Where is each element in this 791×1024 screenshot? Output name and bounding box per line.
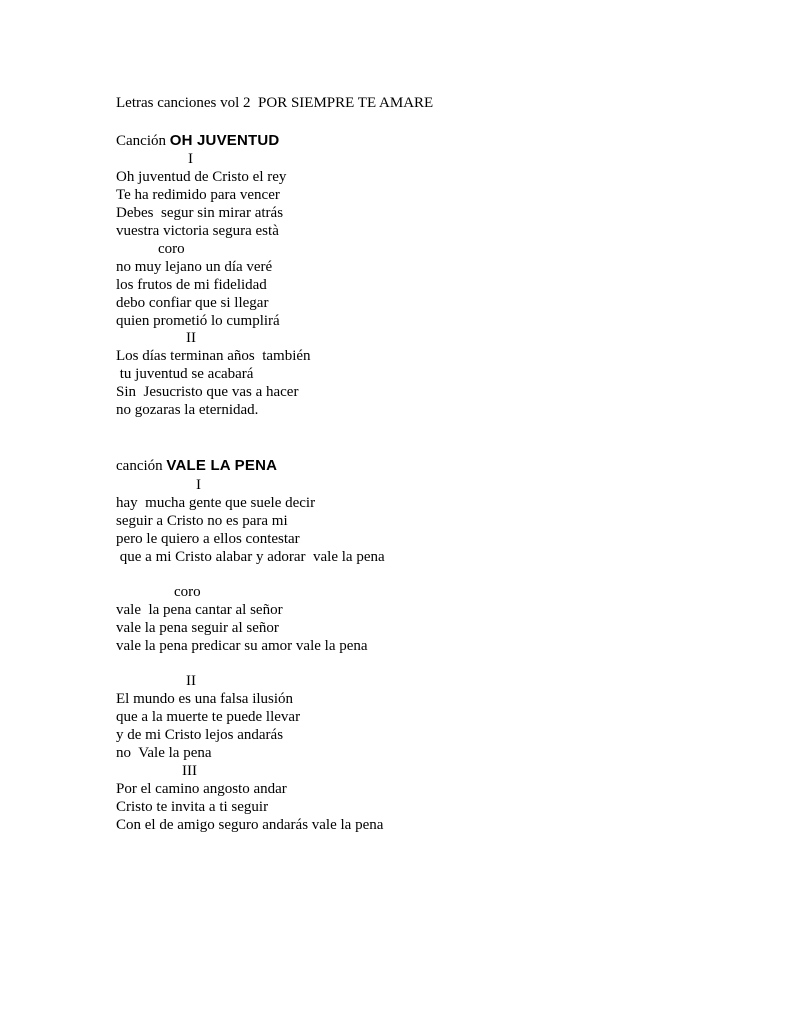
- song-title-prefix: canción: [116, 458, 167, 474]
- lyric-line: no gozaras la eternidad.: [116, 402, 259, 418]
- lyric-line: los frutos de mi fidelidad: [116, 277, 267, 293]
- lyric-line: Por el camino angosto andar: [116, 781, 287, 797]
- lyric-line: Debes segur sin mirar atrás: [116, 205, 284, 221]
- lyric-line: seguir a Cristo no es para mi: [116, 513, 288, 529]
- lyric-line: vuestra victoria segura està: [116, 223, 279, 239]
- lyric-line: no Vale la pena: [116, 745, 212, 761]
- lyric-line: Con el de amigo seguro andarás vale la pena: [116, 817, 384, 833]
- song-title: OH JUVENTUD: [169, 132, 280, 149]
- song-title: VALE LA PENA: [166, 457, 278, 474]
- lyric-line: que a la muerte te puede llevar: [116, 709, 301, 725]
- lyric-line: El mundo es una falsa ilusión: [116, 691, 294, 707]
- lyric-line: Te ha redimido para vencer: [116, 187, 280, 203]
- lyric-line: Sin Jesucristo que vas a hacer: [116, 384, 299, 400]
- lyric-line: y de mi Cristo lejos andarás: [116, 727, 284, 743]
- verse-marker: I: [196, 477, 201, 493]
- lyric-line: que a mi Cristo alabar y adorar vale la pena: [116, 549, 385, 565]
- document-header: Letras canciones vol 2 POR SIEMPRE TE AMARE: [116, 95, 434, 111]
- lyric-line: vale la pena cantar al señor: [116, 602, 283, 618]
- chorus-marker: coro: [158, 241, 185, 257]
- lyric-line: debo confiar que si llegar: [116, 295, 269, 311]
- lyric-line: no muy lejano un día veré: [116, 259, 273, 275]
- lyric-line: Cristo te invita a ti seguir: [116, 799, 269, 815]
- verse-marker: II: [186, 330, 196, 346]
- lyric-line: vale la pena seguir al señor: [116, 620, 279, 636]
- lyric-line: pero le quiero a ellos contestar: [116, 531, 300, 547]
- verse-marker: III: [182, 763, 197, 779]
- song-title-line: [116, 132, 279, 150]
- lyric-line: Oh juventud de Cristo el rey: [116, 169, 287, 185]
- song-title-prefix: Canción: [116, 133, 170, 149]
- lyric-line: Los días terminan años también: [116, 348, 311, 364]
- verse-marker: I: [188, 151, 193, 167]
- lyric-line: vale la pena predicar su amor vale la pena: [116, 638, 368, 654]
- verse-marker: II: [186, 673, 196, 689]
- lyric-line: tu juventud se acabará: [116, 366, 254, 382]
- chorus-marker: coro: [174, 584, 201, 600]
- song-title-line: [116, 457, 277, 475]
- lyric-line: hay mucha gente que suele decir: [116, 495, 316, 511]
- lyric-line: quien prometió lo cumplirá: [116, 313, 280, 329]
